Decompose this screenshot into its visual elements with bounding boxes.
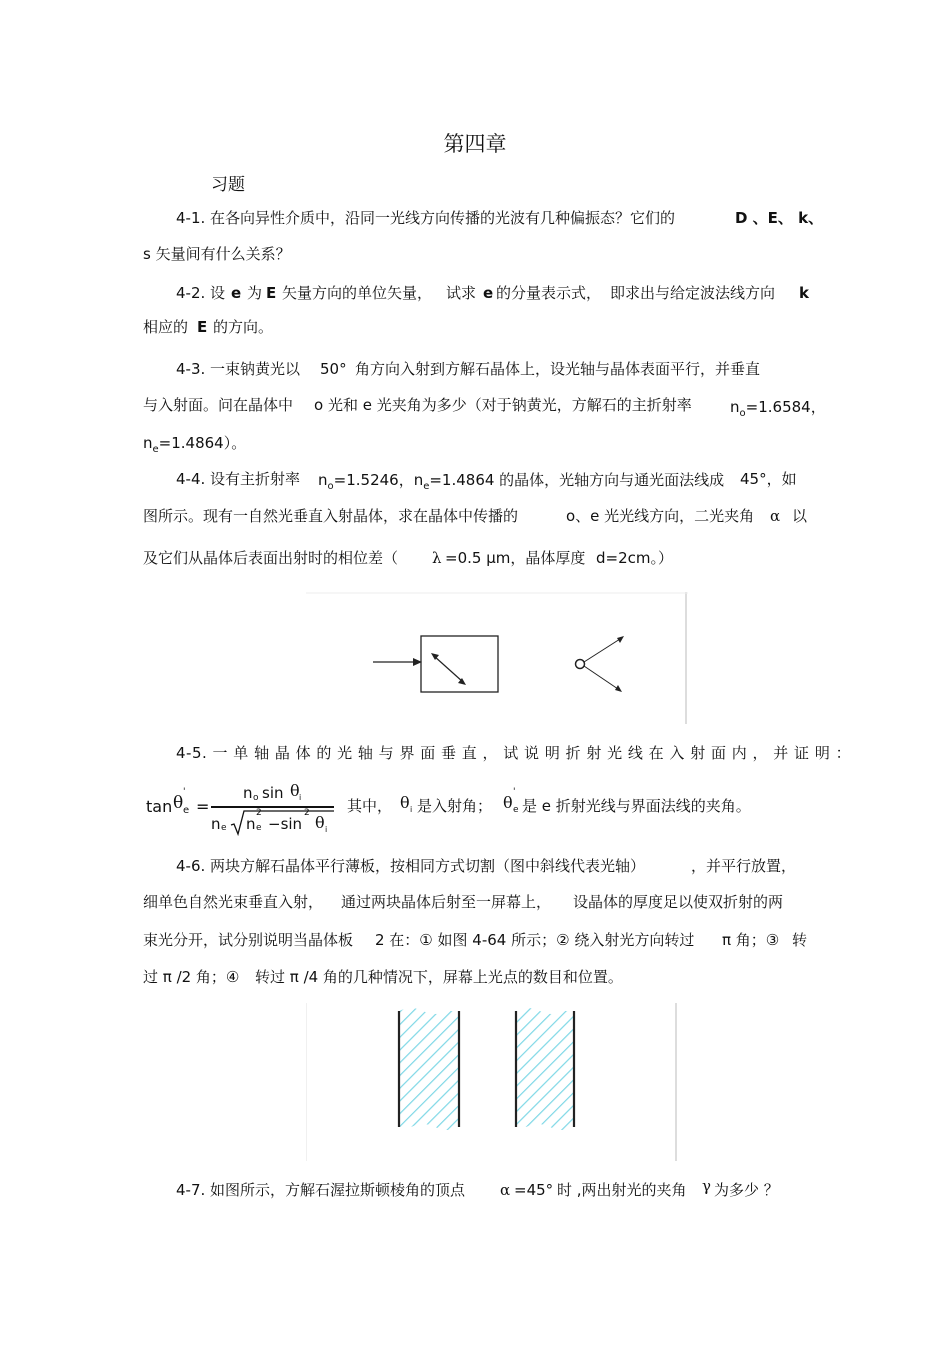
problem-text: 束光分开，试分别说明当晶体板: [143, 931, 354, 949]
problem-text: 细单色自然光束垂直入射，: [143, 893, 324, 911]
problem-text: ，并平行放置，: [691, 857, 797, 875]
problem-text: 设晶体的厚度足以使双折射的两: [573, 893, 784, 911]
problem-text: 相应的: [143, 318, 189, 336]
refractive-index: $n_e=1.4864$）。: [143, 434, 247, 455]
problem-text: 为: [247, 284, 263, 302]
figure-4-63-drawing: [306, 592, 688, 724]
lambda-symbol: λ: [432, 549, 442, 567]
problem-text: 是入射角；: [417, 797, 493, 815]
problem-text: 即求出与给定波法线方向: [610, 284, 776, 302]
problem-text: 角方向入射到方解石晶体上，设光轴与晶体表面平行，并垂直: [355, 360, 761, 378]
alpha-symbol: α: [500, 1181, 511, 1199]
theta-symbol: θ: [400, 793, 410, 812]
problem-text: 转过 π /4 角的几种情况下，屏幕上光点的数目和位置。: [255, 968, 623, 986]
problem-text: 图所示。现有一自然光垂直入射晶体，求在晶体中传播的: [143, 507, 519, 525]
problem-text: 矢量方向的单位矢量，: [282, 284, 433, 302]
problem-text: 4-2. 设: [176, 284, 226, 302]
problem-text: D 、E、 k、: [735, 209, 824, 227]
problem-text: d=2cm。）: [596, 549, 673, 567]
problem-text: 4-1. 在各向异性介质中，沿同一光线方向传播的光波有几种偏振态？它们的: [176, 209, 676, 227]
problem-text: 转: [792, 931, 808, 949]
problem-text: 是 e 折射光线与界面法线的夹角。: [522, 797, 751, 815]
refractive-index: $n_o=1.5246$，$n_e=1.4864$ 的晶体，光轴方向与通光面法线成: [318, 471, 725, 492]
refractive-index: $n_o=1.6584$，: [730, 398, 826, 419]
theta-symbol: θ: [503, 793, 513, 812]
figure-4-64-drawing: [306, 1003, 678, 1161]
problem-text: 过 π /2 角；④: [143, 968, 240, 986]
problem-text: 及它们从晶体后表面出射时的相位差（: [143, 549, 399, 567]
problem-text: 与入射面。问在晶体中: [143, 396, 294, 414]
problem-text: E: [266, 284, 277, 302]
problem-text: 为多少 ？: [714, 1181, 779, 1199]
figure-4-63: [306, 592, 688, 724]
problem-text: 4-3. 一束钠黄光以: [176, 360, 301, 378]
section-title: 习题: [211, 175, 245, 195]
chapter-title: 第四章: [443, 132, 507, 156]
alpha-symbol: α: [770, 507, 781, 525]
problem-text: 45°，如: [740, 470, 797, 488]
problem-text: e: [231, 284, 242, 302]
problem-text: o 光和 e 光夹角为多少（对于钠黄光，方解石的主折射率: [314, 396, 692, 414]
problem-text: 其中，: [347, 797, 393, 815]
problem-text: e: [483, 284, 494, 302]
problem-text: 4-6. 两块方解石晶体平行薄板，按相同方式切割（图中斜线代表光轴）: [176, 857, 646, 875]
problem-text: 的分量表示式，: [496, 284, 602, 302]
problem-text: 4-4. 设有主折射率: [176, 470, 301, 488]
problem-text: π 角；③: [722, 931, 780, 949]
problem-text: 时 ,两出射光的夹角: [557, 1181, 687, 1199]
problem-text: =45°: [514, 1181, 554, 1199]
problem-text: 以: [792, 507, 808, 525]
problem-text: 试求: [446, 284, 477, 302]
problem-text: =0.5 μm，晶体厚度: [445, 549, 586, 567]
gamma-symbol: γ: [702, 1177, 711, 1195]
problem-text: 50°: [320, 360, 347, 378]
problem-text: s 矢量间有什么关系？: [143, 245, 291, 263]
problem-text: 4-7. 如图所示，方解石渥拉斯顿棱角的顶点: [176, 1181, 466, 1199]
problem-text: 4-5. 一 单 轴 晶 体 的 光 轴 与 界 面 垂 直 ， 试 说 明 折 射 光 线 在 入 射 面 内 ， 并 证 明 ：: [176, 744, 852, 762]
problem-text: 通过两块晶体后射至一屏幕上，: [341, 893, 552, 911]
problem-text: o、e 光光线方向，二光夹角: [566, 507, 755, 525]
problem-text: 的方向。: [213, 318, 274, 336]
figure-4-64: [306, 1003, 678, 1161]
problem-text: E: [197, 318, 208, 336]
problem-text: k: [799, 284, 809, 302]
problem-text: 2 在：① 如图 4-64 所示；② 绕入射光方向转过: [375, 931, 695, 949]
